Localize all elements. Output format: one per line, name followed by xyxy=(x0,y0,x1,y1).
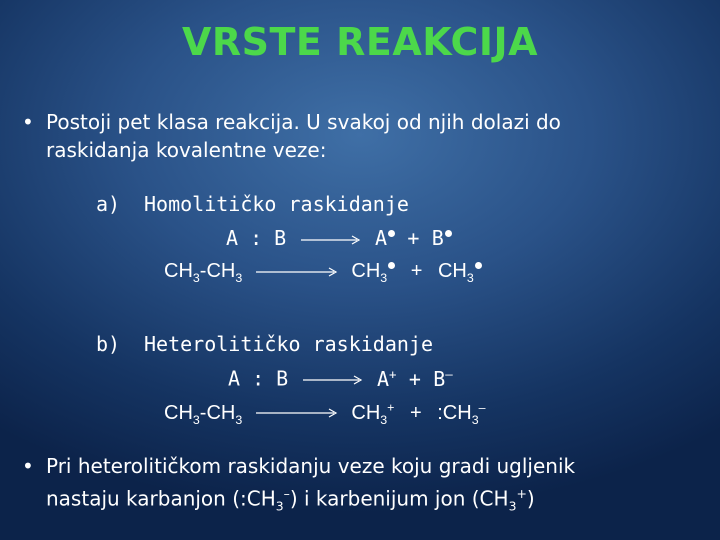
arrow-icon xyxy=(254,266,340,278)
reactant: A : B xyxy=(226,226,287,250)
section-a-label: a) xyxy=(96,192,121,216)
bullet-conclusion-line2: nastaju karbanjon $(:CH_3^-)$ i karbenijum jon $(CH_3^+)$ xyxy=(46,486,535,514)
product-methyl-radical-1: $CH_3$ xyxy=(351,260,388,285)
radical-dot-icon xyxy=(388,262,395,269)
homolytic-equation-1 xyxy=(226,226,452,250)
bullet-conclusion-line1: Pri heterolitičkom raskidanju veze koju gradi ugljenik xyxy=(46,454,576,478)
section-b-heading: Heterolitičko raskidanje xyxy=(144,332,433,356)
arrow-icon xyxy=(301,374,365,386)
radical-dot-icon xyxy=(475,262,482,269)
product-b: B xyxy=(431,226,444,250)
plus-sign: + xyxy=(409,401,422,424)
arrow-icon xyxy=(254,407,340,419)
product-carbanion: $:CH_3^-$ xyxy=(437,400,486,427)
slide-title: VRSTE REAKCIJA xyxy=(181,20,539,64)
arrow-icon xyxy=(299,234,363,246)
plus-sign: + xyxy=(408,366,421,391)
bullet-intro-line1: Postoji pet klasa reakcija. U svakoj od njih dolazi do xyxy=(46,110,561,134)
homolytic-equation-2 xyxy=(164,260,482,285)
bullet-conclusion xyxy=(22,452,682,521)
section-a-heading: Homolitičko raskidanje xyxy=(144,192,409,216)
heterolytic-equation-2 xyxy=(164,400,486,427)
radical-dot-icon xyxy=(388,230,395,237)
reactant-ch3-ch3: $CH_3-CH_3$ xyxy=(164,401,243,427)
plus-sign: + xyxy=(410,260,423,282)
reactant: A : B xyxy=(228,366,289,391)
section-b-label: b) xyxy=(96,332,121,356)
heterolytic-equation-1 xyxy=(228,366,453,391)
radical-dot-icon xyxy=(445,230,452,237)
product-a: A xyxy=(374,226,387,250)
product-methyl-radical-2: $CH_3$ xyxy=(437,260,474,285)
product-anion: B– xyxy=(433,366,453,391)
bullet-intro xyxy=(22,108,682,164)
bullet-intro-line2: raskidanja kovalentne veze: xyxy=(46,138,327,162)
bullet-marker: • xyxy=(22,454,34,478)
product-cation: A+ xyxy=(376,366,397,391)
reactant-ch3-ch3: $CH_3-CH_3$ xyxy=(164,260,243,285)
bullet-marker: • xyxy=(22,110,34,134)
product-carbenium: $CH_3^+$ xyxy=(351,400,395,427)
plus-sign: + xyxy=(407,226,420,250)
